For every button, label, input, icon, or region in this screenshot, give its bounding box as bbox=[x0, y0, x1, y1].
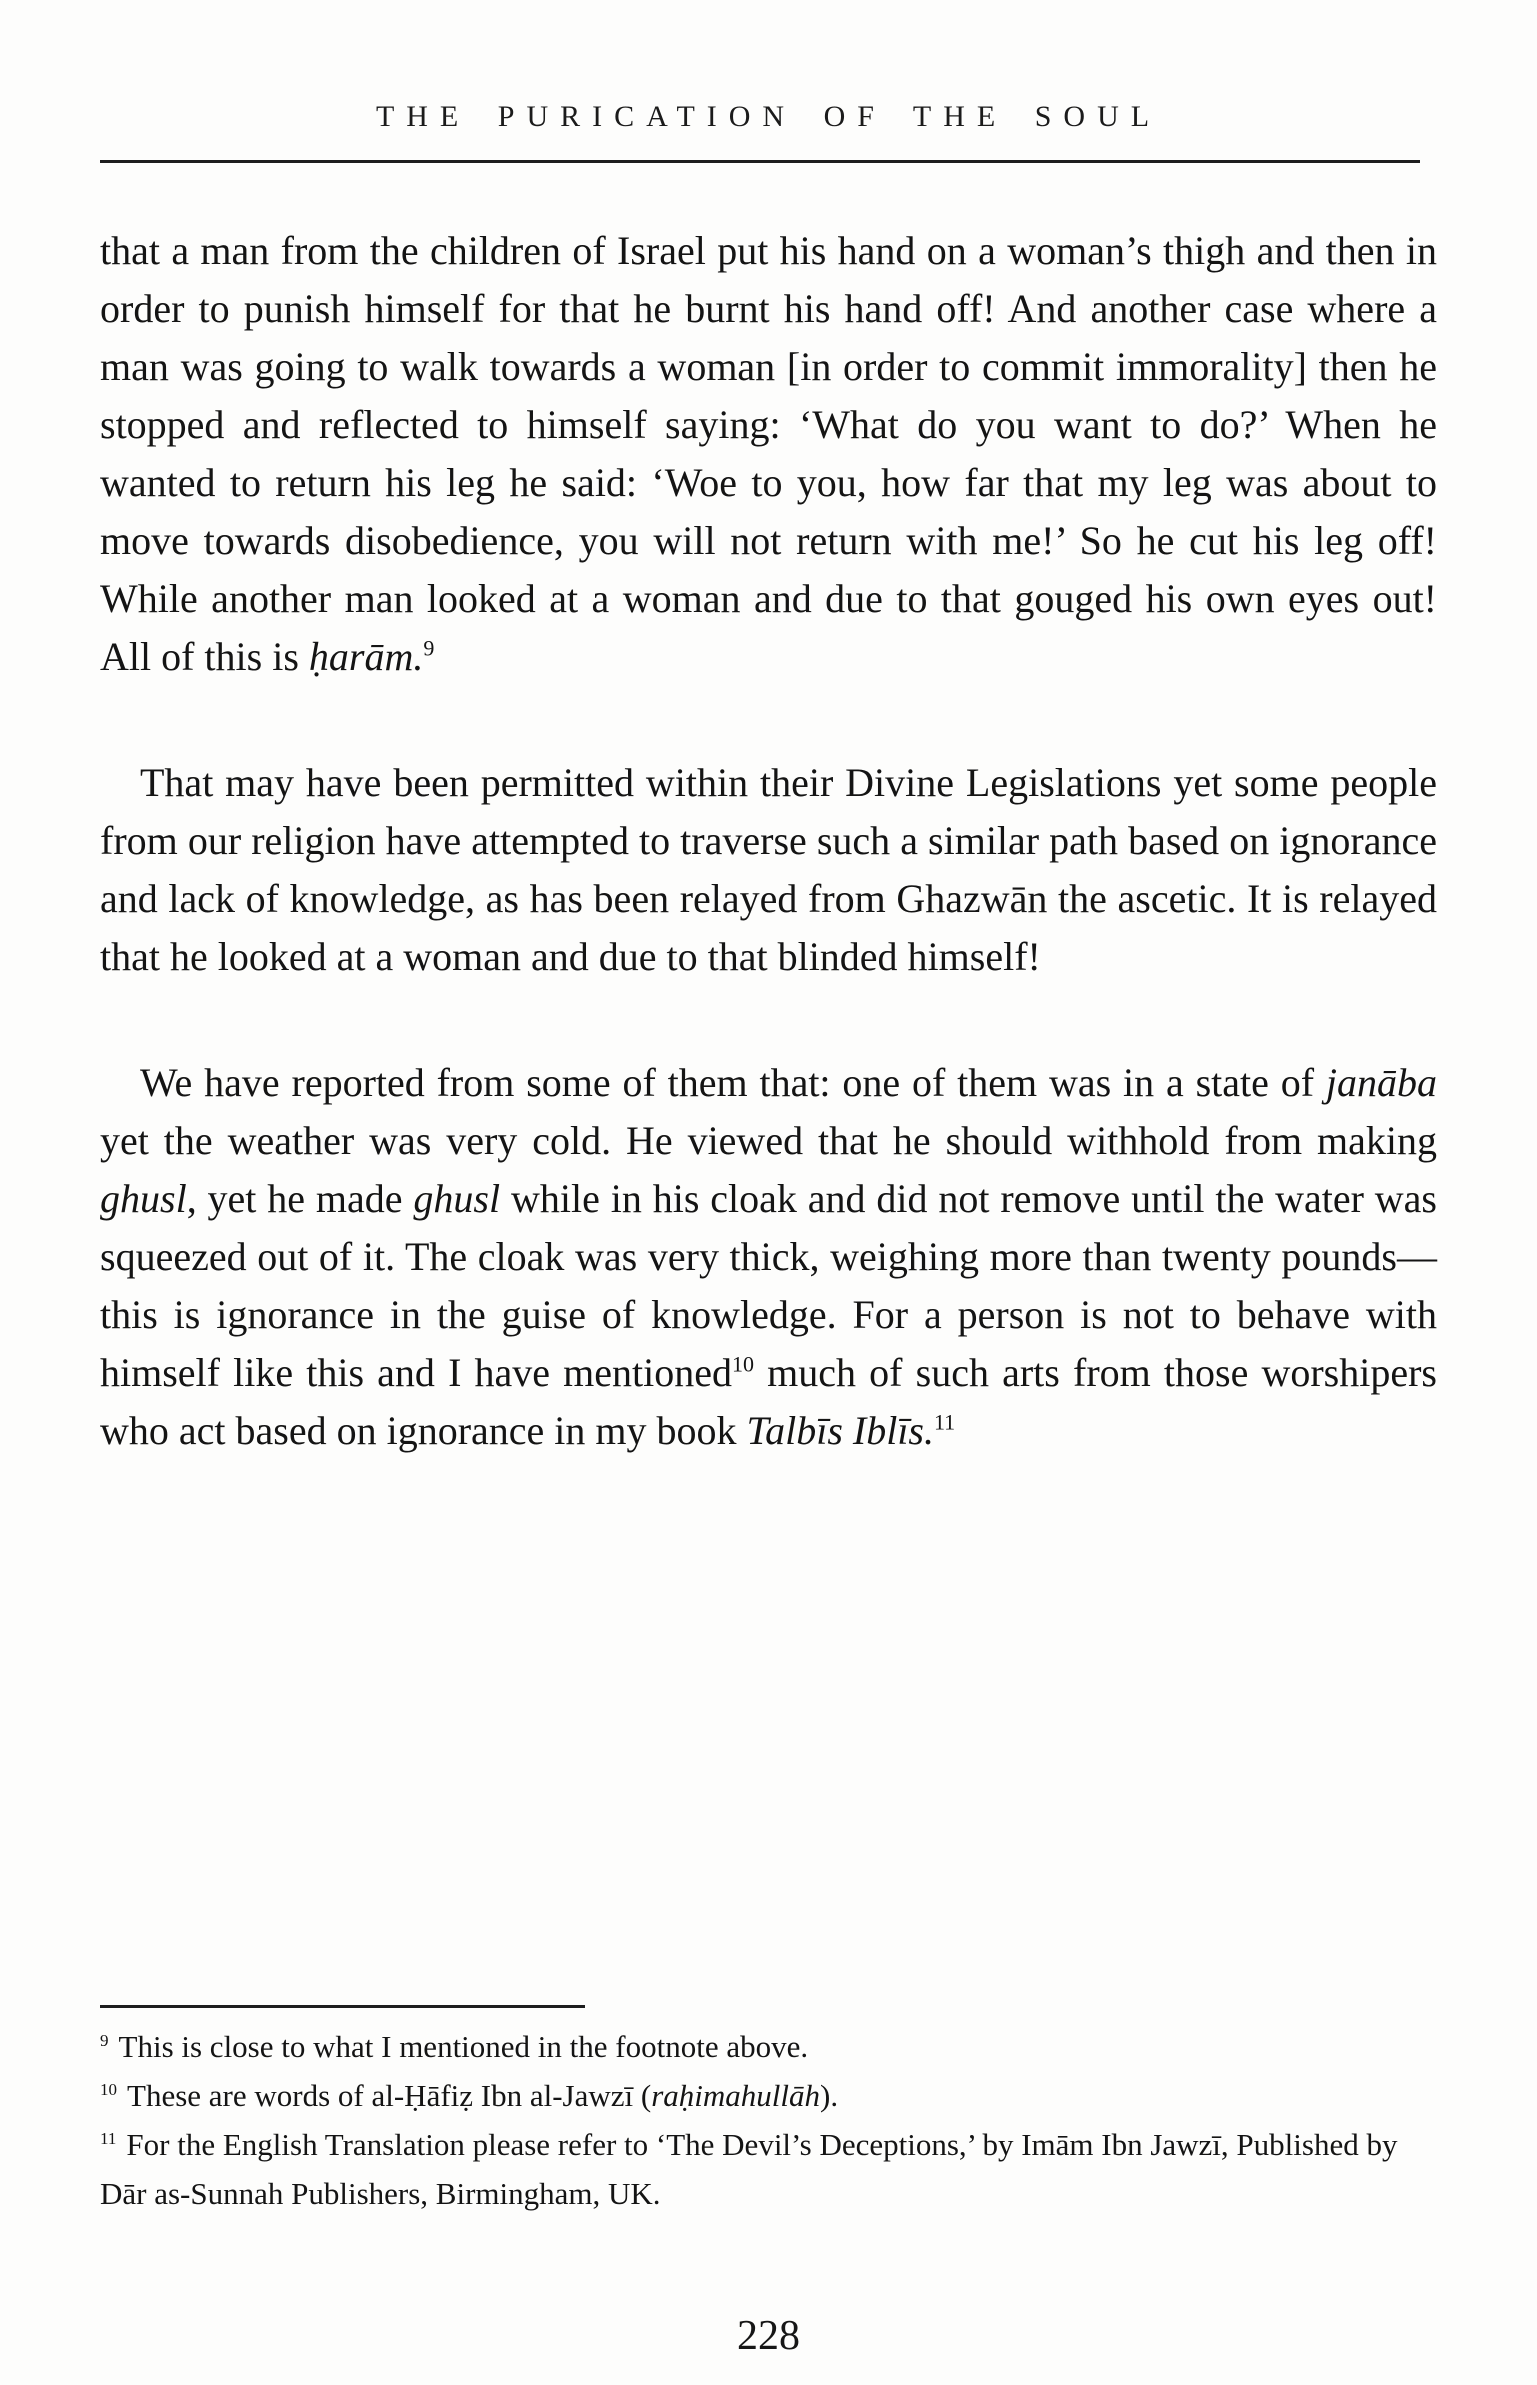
footnote-rule bbox=[100, 2005, 585, 2008]
running-header-title: THE PURICATION OF THE SOUL bbox=[375, 100, 1162, 133]
page-body bbox=[100, 222, 1437, 1460]
footnote-text: For the English Translation please refer to ‘The Devil’s Deceptions,’ by Imām Ibn Jawzī, Published by Dār as-Sunnah Publishers, Birmingham, UK. bbox=[100, 2127, 1398, 2211]
footnote-text: These are words of al-Ḥāfiẓ Ibn al-Jawzī (raḥimahullāh). bbox=[127, 2078, 839, 2113]
header-rule bbox=[100, 160, 1420, 163]
footnote-text: This is close to what I mentioned in the footnote above. bbox=[118, 2029, 809, 2064]
paragraph: that a man from the children of Israel put his hand on a woman’s thigh and then in order to punish himself for that he burnt his hand off! And another case where a man was going to walk towards a woman [in order to commit immorality] then he stopped and reflected to himself saying: ‘What do you want to do?’ When he wanted to return his leg he said: ‘Woe to you, how far that my leg was about to move towards disobedience, you will not return with me!’ So he cut his leg off! While another man looked at a woman and due to that gouged his own eyes out! All of this is ḥarām.$^9$ bbox=[100, 228, 1437, 679]
page-number: 228 bbox=[737, 2313, 800, 2359]
footnote bbox=[100, 2071, 1437, 2120]
footnote bbox=[100, 2120, 1437, 2218]
footnote-marker: 9 bbox=[100, 2030, 109, 2050]
footnotes-section bbox=[100, 2005, 1437, 2218]
footnote-marker: 10 bbox=[100, 2079, 118, 2099]
paragraph: That may have been permitted within their Divine Legislations yet some people from our religion have attempted to traverse such a similar path based on ignorance and lack of knowledge, as has been relayed from Ghazwān the ascetic. It is relayed that he looked at a woman and due to that blinded himself! bbox=[100, 760, 1437, 979]
paragraph: We have reported from some of them that: one of them was in a state of janāba yet the weather was very cold. He viewed that he should withhold from making ghusl, yet he made ghusl while in his cloak and did not remove until the water was squeezed out of it. The cloak was very thick, weighing more than twenty pounds—this is ignorance in the guise of knowledge. For a person is not to behave with himself like this and I have mentioned$^{10}$ much of such arts from those worshipers who act based on ignorance in my book Talbīs Iblīs.$^{11}$ bbox=[100, 1060, 1437, 1453]
footnote bbox=[100, 2022, 1437, 2071]
footnote-marker: 11 bbox=[100, 2128, 117, 2148]
